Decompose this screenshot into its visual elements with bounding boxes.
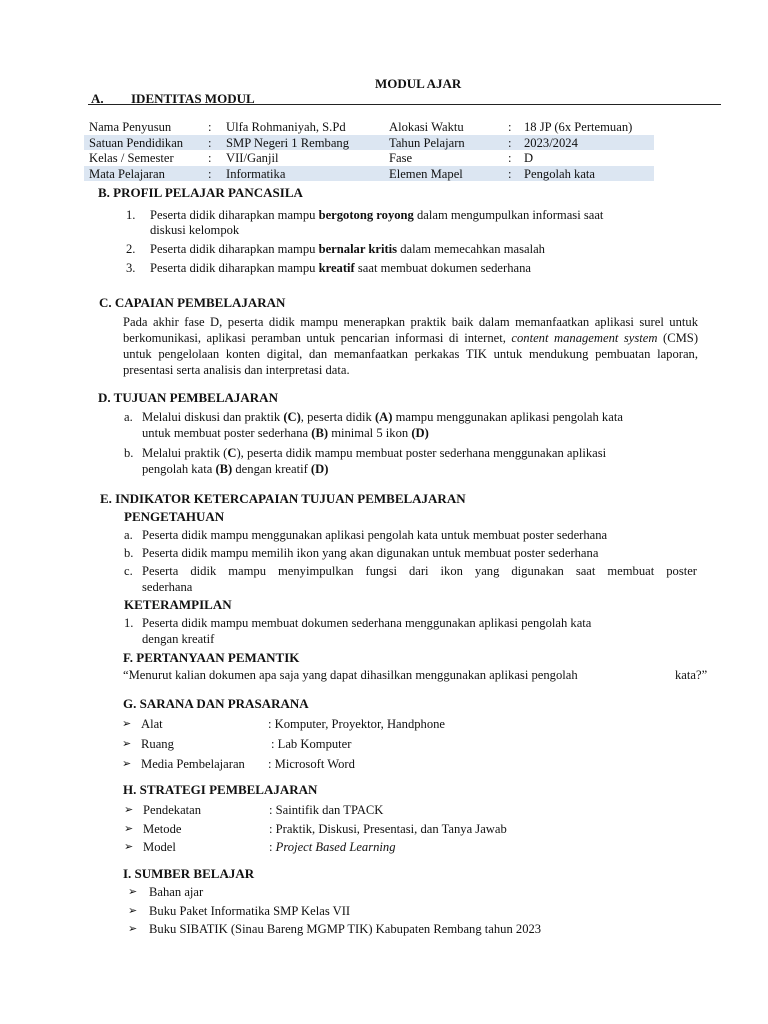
text: : (269, 840, 276, 854)
identitas-label: Elemen Mapel (389, 167, 463, 181)
text: dengan kreatif (232, 462, 311, 476)
bold-text: kreatif (318, 261, 355, 275)
list-item: Peserta didik mampu menggunakan aplikasi pengolah kata untuk membuat poster sederhana (142, 528, 608, 542)
identitas-label: Kelas / Semester (89, 151, 174, 165)
identitas-label: Tahun Pelajarn (389, 136, 465, 150)
capaian-paragraph (123, 314, 698, 378)
sarana-label: Ruang (141, 737, 174, 751)
identitas-value: 2023/2024 (524, 136, 578, 150)
list-item-continuation: diskusi kelompok (150, 223, 240, 237)
pemantik-question: “Menurut kalian dokumen apa saja yang dapat dihasilkan menggunakan aplikasi pengolah (123, 668, 578, 682)
list-letter: b. (124, 546, 134, 560)
list-number: 3. (126, 261, 136, 275)
sarana-value: : Komputer, Proyektor, Handphone (268, 717, 446, 731)
sumber-item: Buku SIBATIK (Sinau Bareng MGMP TIK) Kabupaten Rembang tahun 2023 (149, 922, 542, 936)
identitas-label: Mata Pelajaran (89, 167, 165, 181)
text: dalam mengumpulkan informasi saat (413, 208, 604, 222)
pengetahuan-heading: PENGETAHUAN (124, 509, 225, 524)
identitas-sep: : (208, 136, 212, 150)
text: Peserta didik diharapkan mampu (150, 261, 319, 275)
arrow-bullet-icon: ➢ (128, 885, 138, 898)
arrow-bullet-icon: ➢ (124, 803, 134, 816)
sarana-label: Alat (141, 717, 163, 731)
section-a-title: IDENTITAS MODUL (131, 91, 255, 106)
strategi-value: : Praktik, Diskusi, Presentasi, dan Tanya Jawab (269, 822, 507, 836)
section-d-title: D. TUJUAN PEMBELAJARAN (98, 390, 278, 405)
identitas-label: Satuan Pendidikan (89, 136, 184, 150)
list-item (150, 260, 531, 276)
identitas-sep: : (208, 120, 212, 134)
text: , peserta didik (300, 410, 375, 424)
list-item-continuation: sederhana (142, 580, 193, 594)
list-item (150, 207, 603, 223)
identitas-sep: : (208, 167, 212, 181)
text: dalam memecahkan masalah (397, 242, 545, 256)
pemantik-question-tail: kata?” (675, 668, 708, 682)
list-letter: a. (124, 410, 133, 424)
sarana-value: : Microsoft Word (268, 757, 355, 771)
text: Melalui diskusi dan praktik (142, 410, 284, 424)
strategi-label: Model (143, 840, 176, 854)
section-h-title: H. STRATEGI PEMBELAJARAN (123, 782, 318, 797)
text: Peserta didik diharapkan mampu (150, 242, 319, 256)
identitas-label: Nama Penyusun (89, 120, 172, 134)
sumber-item: Bahan ajar (149, 885, 204, 899)
section-c-title: C. CAPAIAN PEMBELAJARAN (99, 295, 286, 310)
strategi-value (269, 839, 396, 855)
sumber-item: Buku Paket Informatika SMP Kelas VII (149, 904, 351, 918)
list-letter: c. (124, 564, 133, 578)
text: untuk membuat poster sederhana (142, 426, 312, 440)
bold-text: (B) (311, 426, 329, 440)
list-letter: a. (124, 528, 133, 542)
identitas-value: 18 JP (6x Pertemuan) (524, 120, 633, 134)
text: (CMS) untuk pengelolaan konten digital, dan memanfaatkan perkakas TIK untuk mendukung pembuatan laporan, presentasi serta analisis dan interpretasi data. (123, 331, 699, 377)
identitas-value: SMP Negeri 1 Rembang (226, 136, 350, 150)
text: Pada akhir fase D, peserta didik mampu menerapkan praktik baik dalam memanfaatkan aplikasi surel untuk berkomunikasi, aplikasi peramban untuk pencarian informasi di internet, (123, 315, 698, 345)
bold-text: (B) (215, 462, 233, 476)
sarana-value: : Lab Komputer (271, 737, 352, 751)
bold-text: (D) (310, 462, 329, 476)
arrow-bullet-icon: ➢ (122, 737, 132, 750)
list-number: 2. (126, 242, 136, 256)
section-i-title: I. SUMBER BELAJAR (123, 866, 255, 881)
bold-text: C (227, 446, 237, 460)
identitas-sep: : (208, 151, 212, 165)
list-letter: b. (124, 446, 134, 460)
keterampilan-heading: KETERAMPILAN (124, 597, 232, 612)
strategi-value: : Saintifik dan TPACK (269, 803, 384, 817)
identitas-sep: : (508, 120, 512, 134)
list-item: Peserta didik mampu memilih ikon yang akan digunakan untuk membuat poster sederhana (142, 546, 599, 560)
strategi-label: Metode (143, 822, 182, 836)
list-item-continuation (142, 425, 429, 441)
list-item: Peserta didik mampu membuat dokumen sederhana menggunakan aplikasi pengolah kata (142, 616, 592, 630)
identitas-label: Fase (389, 151, 413, 165)
identitas-value: D (524, 151, 534, 165)
bold-text: bernalar kritis (318, 242, 398, 256)
text: Melalui praktik ( (142, 446, 228, 460)
text: mampu menggunakan aplikasi pengolah kata (392, 410, 623, 424)
section-e-title: E. INDIKATOR KETERCAPAIAN TUJUAN PEMBELAJARAN (100, 491, 466, 506)
section-a-number: A. (91, 91, 104, 106)
sarana-label: Media Pembelajaran (141, 757, 245, 771)
section-f-title: F. PERTANYAAN PEMANTIK (123, 650, 300, 665)
list-item: Peserta didik mampu menyimpulkan fungsi dari ikon yang digunakan saat membuat poster (142, 564, 697, 578)
bold-text: (A) (374, 410, 393, 424)
text: ), peserta didik mampu membuat poster sederhana menggunakan aplikasi (236, 446, 607, 460)
bold-text: (D) (411, 426, 429, 440)
list-number: 1. (124, 616, 134, 630)
section-b-title: B. PROFIL PELAJAR PANCASILA (98, 185, 303, 200)
document-title: MODUL AJAR (375, 76, 462, 91)
identitas-value: VII/Ganjil (226, 151, 279, 165)
italic-text: content management system (511, 331, 658, 345)
identitas-label: Alokasi Waktu (389, 120, 464, 134)
list-item (142, 445, 606, 461)
list-item (150, 241, 545, 257)
list-item-continuation (142, 461, 328, 477)
arrow-bullet-icon: ➢ (128, 922, 138, 935)
identitas-value: Pengolah kata (524, 167, 595, 181)
italic-text: Project Based Learning (275, 840, 396, 854)
identitas-value: Informatika (226, 167, 286, 181)
text: saat membuat dokumen sederhana (354, 261, 531, 275)
strategi-label: Pendekatan (143, 803, 202, 817)
list-item-continuation: dengan kreatif (142, 632, 215, 646)
text: minimal 5 ikon (328, 426, 412, 440)
section-g-title: G. SARANA DAN PRASARANA (123, 696, 309, 711)
text: Peserta didik diharapkan mampu (150, 208, 319, 222)
bold-text: (C) (283, 410, 301, 424)
identitas-sep: : (508, 167, 512, 181)
arrow-bullet-icon: ➢ (122, 717, 132, 730)
section-a-rule (88, 104, 721, 105)
list-number: 1. (126, 208, 136, 222)
arrow-bullet-icon: ➢ (124, 822, 134, 835)
arrow-bullet-icon: ➢ (122, 757, 132, 770)
arrow-bullet-icon: ➢ (124, 840, 134, 853)
text: pengolah kata (142, 462, 216, 476)
list-item (142, 409, 623, 425)
arrow-bullet-icon: ➢ (128, 904, 138, 917)
identitas-sep: : (508, 151, 512, 165)
identitas-sep: : (508, 136, 512, 150)
bold-text: bergotong royong (318, 208, 414, 222)
identitas-value: Ulfa Rohmaniyah, S.Pd (226, 120, 346, 134)
